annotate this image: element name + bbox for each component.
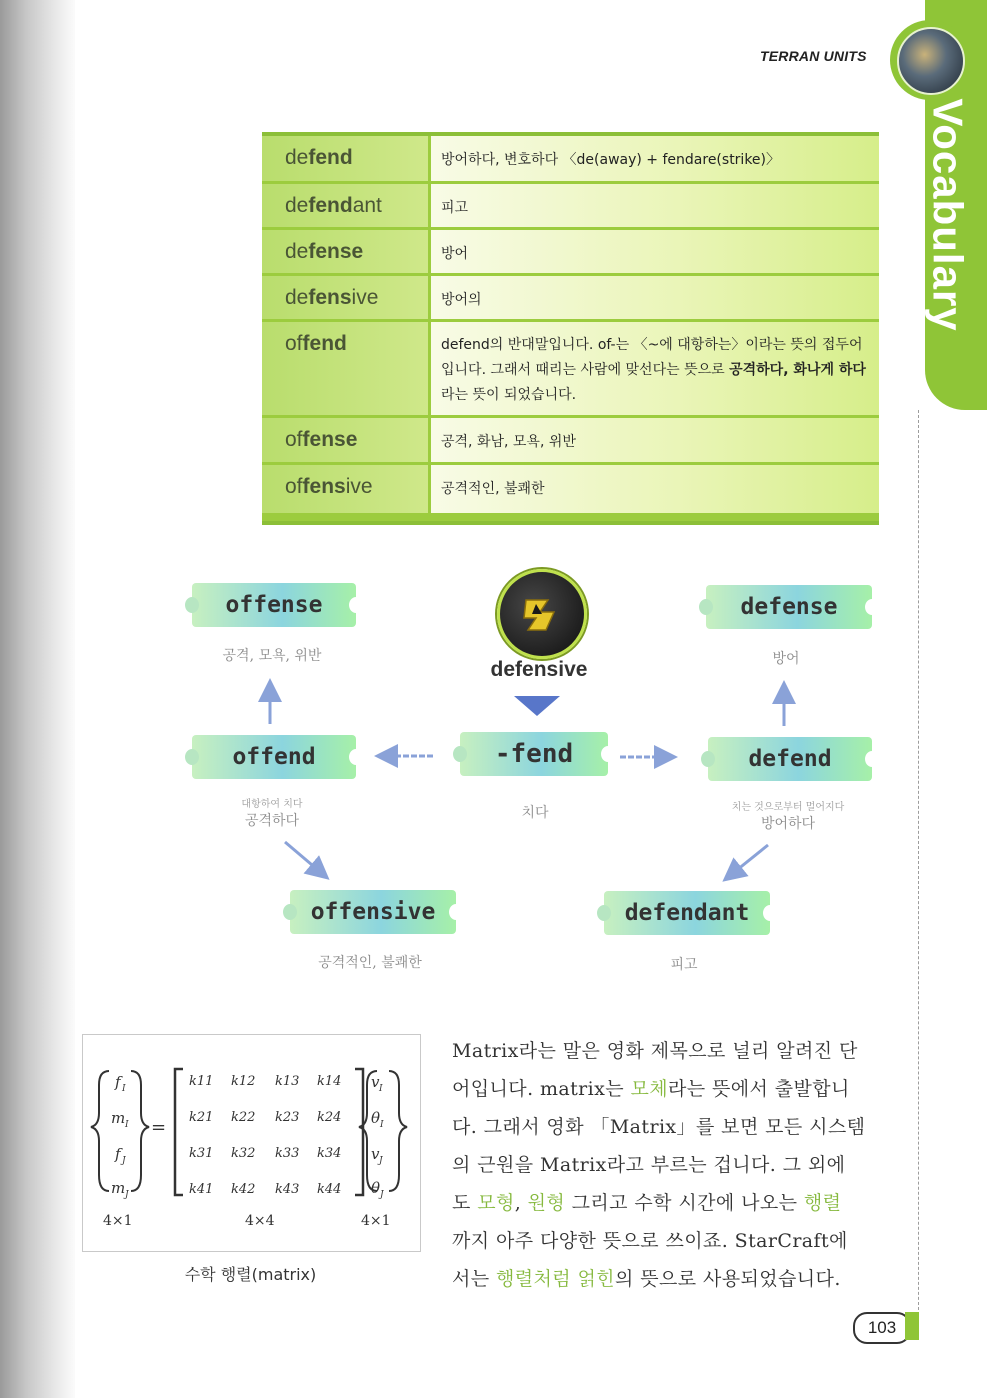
svg-text:I: I: [380, 1120, 384, 1130]
dim-left: 4×1: [103, 1213, 133, 1229]
matrix-left-1: f: [115, 1073, 121, 1091]
caption-offend: [192, 795, 352, 830]
matrix-right-4: θ: [371, 1179, 381, 1197]
caption-fend: 치다: [521, 805, 549, 821]
body-line: 다. 그래서 영화 「Matrix」를 보면 모든 시스템: [452, 1116, 866, 1138]
body-line: 도 모형, 원형 그리고 수학 시간에 나오는 행렬: [452, 1192, 842, 1214]
terran-unit-avatar: [897, 27, 965, 95]
caption-offensive: 공격적인, 불쾌한: [318, 955, 422, 971]
piece-defense: defense: [706, 585, 872, 629]
svg-text:J: J: [379, 1156, 383, 1166]
piece-offensive: offensive: [290, 890, 456, 934]
svg-text:J: J: [125, 1190, 129, 1200]
svg-text:I: I: [379, 1084, 383, 1094]
arrow-offend-to-offensive: [285, 842, 325, 876]
piece-fend: -fend: [460, 732, 608, 776]
svg-text:k14: k14: [317, 1074, 342, 1089]
body-line: 어입니다. matrix는 모체라는 뜻에서 출발합니: [452, 1078, 850, 1100]
body-line: 까지 아주 다양한 뜻으로 쓰이죠. StarCraft에: [452, 1230, 848, 1252]
matrix-right-2: θ: [371, 1109, 381, 1127]
down-arrow-icon: [514, 696, 560, 716]
page-number-bar: [905, 1312, 919, 1340]
vocab-word: of fend: [262, 322, 428, 415]
svg-text:k32: k32: [231, 1146, 256, 1161]
vocab-meaning: 공격적인, 불쾌한: [431, 465, 879, 513]
svg-text:k22: k22: [231, 1110, 256, 1125]
svg-text:J: J: [380, 1190, 384, 1200]
vocab-word: de fend ant: [262, 184, 428, 227]
svg-text:k13: k13: [275, 1074, 300, 1089]
svg-text:k44: k44: [317, 1182, 342, 1197]
svg-text:k34: k34: [317, 1146, 342, 1161]
matrix-figure: [82, 1034, 421, 1252]
matrix-right-3: v: [371, 1145, 380, 1163]
body-line: 서는 행렬처럼 얽힌의 뜻으로 사용되었습니다.: [452, 1268, 841, 1290]
page-number: 103: [853, 1312, 911, 1344]
vocab-word: of fense: [262, 418, 428, 462]
vocabulary-table: [262, 132, 879, 525]
svg-text:k41: k41: [189, 1182, 214, 1197]
vocab-row: [262, 230, 879, 273]
svg-text:k43: k43: [275, 1182, 300, 1197]
arrow-defend-to-defendant: [727, 845, 768, 878]
matrix-left-3: f: [115, 1145, 121, 1163]
piece-defendant: defendant: [604, 891, 770, 935]
caption-offend-small: 대항하여 치다: [241, 799, 303, 810]
caption-offend-main: 공격하다: [244, 813, 300, 829]
body-line: 의 근원을 Matrix라고 부르는 겁니다. 그 외에: [452, 1154, 846, 1176]
caption-defend: [708, 798, 868, 833]
matrix-right-1: v: [371, 1073, 380, 1091]
vocab-row: [262, 465, 879, 513]
body-paragraph: [452, 1032, 882, 1298]
page-binding-shadow: [0, 0, 75, 1398]
protoss-emblem-icon: [497, 569, 587, 659]
svg-text:I: I: [125, 1120, 129, 1130]
vocab-word: de fense: [262, 230, 428, 273]
svg-text:k31: k31: [189, 1146, 214, 1161]
svg-text:k21: k21: [189, 1110, 214, 1125]
section-header: TERRAN UNITS: [760, 48, 867, 64]
caption-defend-main: 방어하다: [760, 816, 816, 832]
vocab-meaning: defend의 반대말입니다. of-는 〈~에 대항하는〉이라는 뜻의 접두어입니다. 그래서 때리는 사람에 맞선다는 뜻으로 공격하다, 화나게 하다라는 뜻이 되었습니다.: [431, 322, 879, 415]
vocab-row: [262, 418, 879, 462]
equals-sign: =: [151, 1117, 167, 1138]
vocab-word: of fens ive: [262, 465, 428, 513]
center-word: defensive: [490, 658, 588, 681]
piece-offense: offense: [192, 583, 356, 627]
svg-text:k24: k24: [317, 1110, 342, 1125]
dim-right: 4×1: [361, 1213, 391, 1229]
svg-text:J: J: [122, 1156, 126, 1166]
svg-text:k12: k12: [231, 1074, 256, 1089]
svg-text:k11: k11: [189, 1074, 214, 1089]
piece-defend: defend: [708, 737, 872, 781]
vocab-row: [262, 276, 879, 319]
body-line: Matrix라는 말은 영화 제목으로 널리 알려진 단: [452, 1040, 858, 1062]
vocab-meaning: 방어: [431, 230, 879, 273]
svg-text:I: I: [122, 1084, 126, 1094]
caption-offense: 공격, 모욕, 위반: [222, 648, 322, 664]
margin-dashed-line: [918, 410, 919, 1330]
piece-offend: offend: [192, 735, 356, 779]
matrix-left-4: m: [111, 1179, 126, 1197]
matrix-caption: 수학 행렬(matrix): [184, 1265, 317, 1284]
svg-text:k42: k42: [231, 1182, 256, 1197]
vocab-word: de fens ive: [262, 276, 428, 319]
vocab-word: de fend: [262, 136, 428, 181]
vocab-meaning: 공격, 화남, 모욕, 위반: [431, 418, 879, 462]
vocab-meaning: 방어의: [431, 276, 879, 319]
svg-text:k33: k33: [275, 1146, 300, 1161]
matrix-equation: [83, 1035, 420, 1251]
side-title-text: Vocabulary: [925, 98, 972, 332]
vocab-row: [262, 136, 879, 181]
vocab-row: [262, 184, 879, 227]
dim-middle: 4×4: [245, 1213, 275, 1229]
vocab-row: [262, 322, 879, 415]
caption-defend-small: 치는 것으로부터 멀어지다: [731, 802, 845, 813]
vocab-meaning: 피고: [431, 184, 879, 227]
svg-text:k23: k23: [275, 1110, 300, 1125]
matrix-left-2: m: [111, 1109, 126, 1127]
caption-defendant: 피고: [670, 957, 698, 973]
side-title: [918, 95, 978, 335]
caption-defense: 방어: [772, 651, 800, 667]
vocab-meaning: 방어하다, 변호하다 〈de(away) + fendare(strike)〉: [431, 136, 879, 181]
